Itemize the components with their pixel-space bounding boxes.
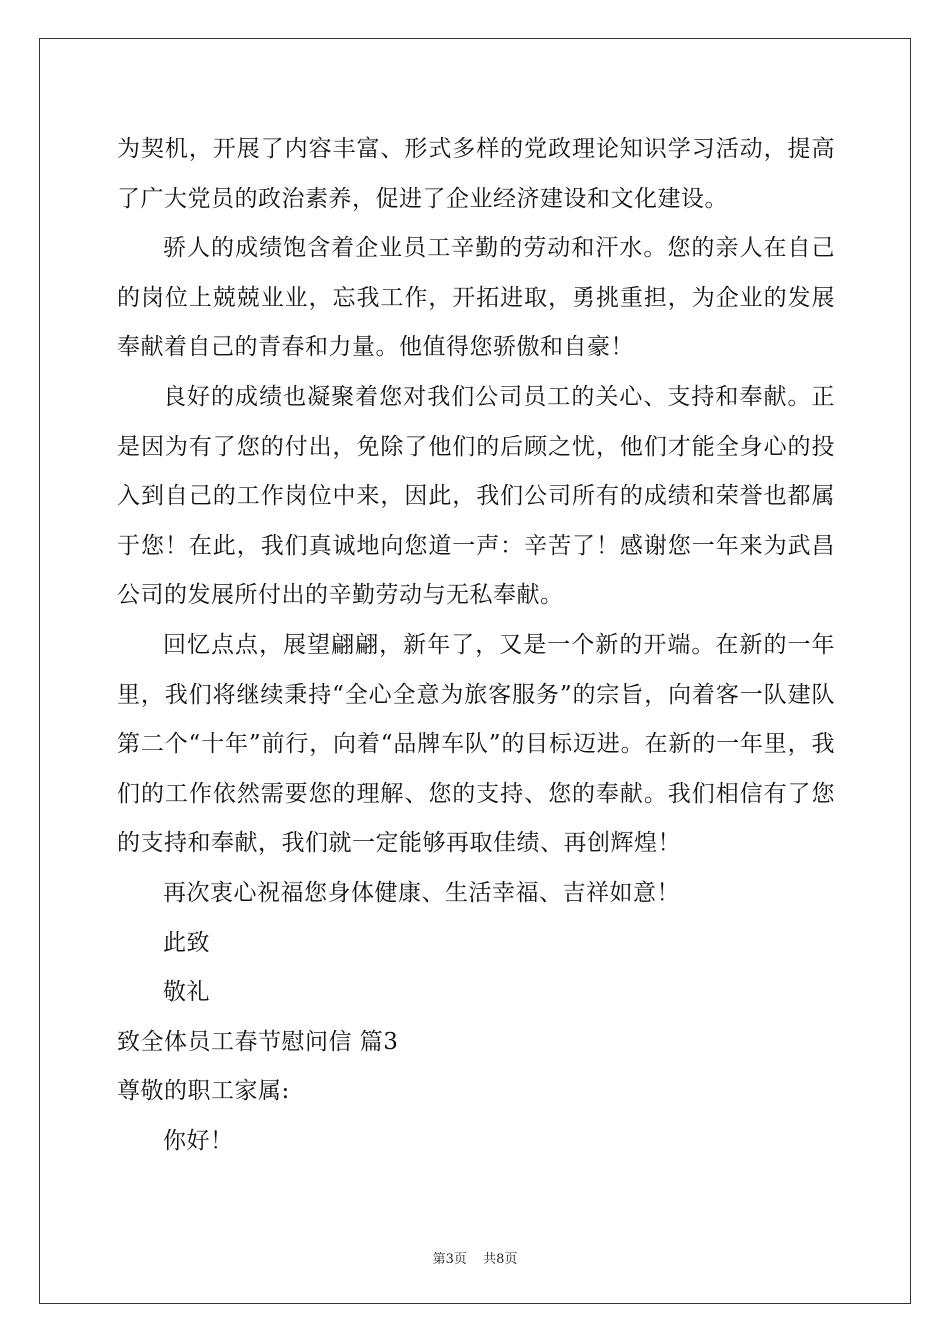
document-body (117, 125, 835, 1166)
page-total: 共8页 (483, 1252, 518, 1267)
page-footer (0, 1248, 950, 1267)
greeting: 你好！ (163, 1127, 234, 1154)
section-title: 致全体员工春节慰问信 篇3 (117, 1028, 399, 1055)
closing-jingli: 敬礼 (163, 979, 210, 1006)
paragraph-achievements: 骄人的成绩饱含着企业员工辛勤的劳动和汗水。您的亲人在自己的岗位上兢兢业业，忘我工作，开拓进取，勇挑重担，为企业的发展奉献着自己的青春和力量。他值得您骄傲和自豪！ (117, 235, 835, 361)
page-number: 第3页 (432, 1252, 467, 1267)
paragraph-continuation: 为契机，开展了内容丰富、形式多样的党政理论知识学习活动，提高了广大党员的政治素养，促进了企业经济建设和文化建设。 (117, 136, 835, 212)
closing-cizhi: 此致 (163, 929, 210, 956)
paragraph-family-support: 良好的成绩也凝聚着您对我们公司员工的关心、支持和奉献。正是因为有了您的付出，免除了他们的后顾之忧，他们才能全身心的投入到自己的工作岗位中来，因此，我们公司所有的成绩和荣誉也都属于您！在此，我们真诚地向您道一声：辛苦了！感谢您一年来为武昌公司的发展所付出的辛勤劳动与无私奉献。 (117, 383, 835, 609)
salutation: 尊敬的职工家属: (117, 1078, 290, 1105)
paragraph-blessing: 再次衷心祝福您身体健康、生活幸福、吉祥如意！ (163, 879, 680, 906)
paragraph-new-year: 回忆点点，展望翩翩，新年了，又是一个新的开端。在新的一年里，我们将继续秉持“全心全意为旅客服务”的宗旨，向着客一队建队第二个“十年”前行，向着“品牌车队”的目标迈进。在新的一年里，我们的工作依然需要您的理解、您的支持、您的奉献。我们相信有了您的支持和奉献，我们就一定能够再取佳绩、再创辉煌！ (117, 631, 835, 857)
